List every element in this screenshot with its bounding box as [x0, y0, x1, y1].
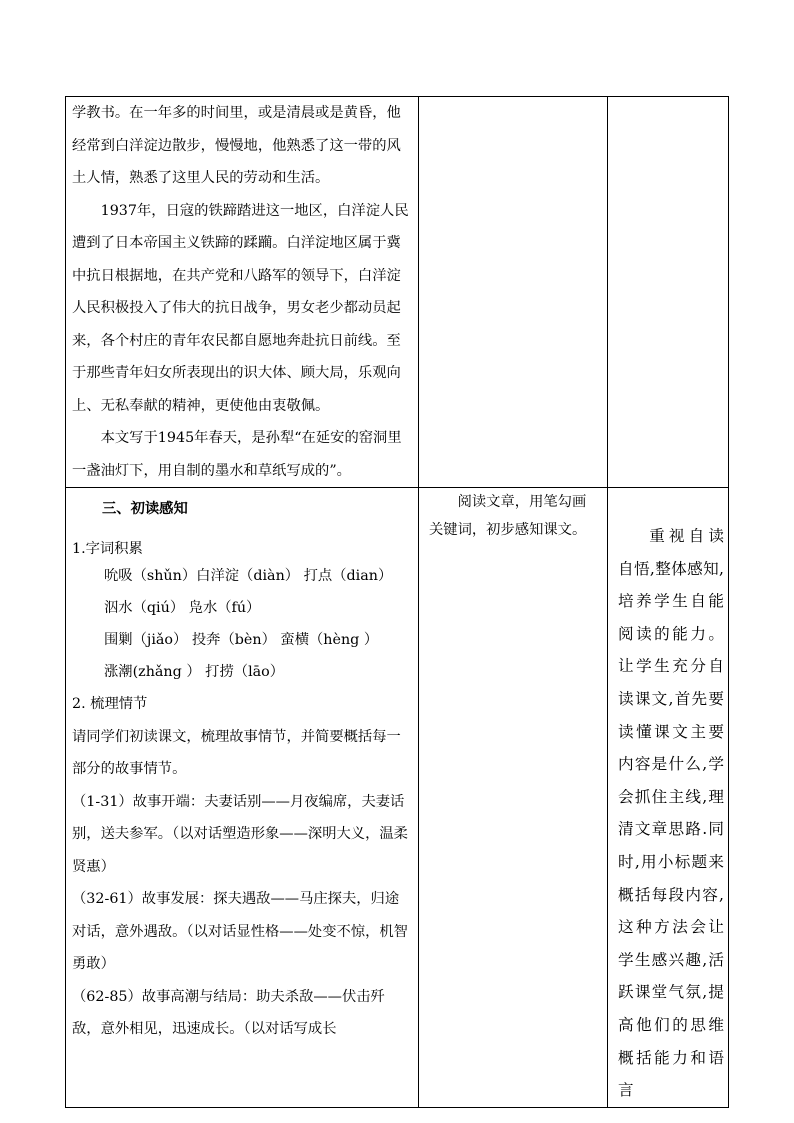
background-paragraph-1: 学教书。在一年多的时间里，或是清晨或是黄昏，他经常到白洋淀边散步，慢慢地，他熟悉了这一带的风土人情，熟悉了这里人民的劳动和生活。 [72, 105, 401, 186]
plot-item: （62-85）故事高潮与结局：助夫杀敌——伏击歼敌，意外相见，迅速成长。（以对话写成长 [72, 988, 385, 1038]
background-cell [66, 97, 419, 488]
student-activity-text: 阅读文章，用笔勾画关键词，初步感知课文。 [429, 494, 587, 538]
design-intent-cell [608, 488, 729, 1108]
background-paragraph-2: 1937年，日寇的铁蹄踏进这一地区，白洋淀人民遭到了日本帝国主义铁蹄的蹂躏。白洋淀地区属于冀中抗日根据地，在共产党和八路军的领导下，白洋淀人民积极投入了伟大的抗日战争，男女老少都动员起来，各个村庄的青年农民都自愿地奔赴抗日前线。至于那些青年妇女所表现出的识大体、顾大局，乐观向上、无私奉献的精神，更使他由衷敬佩。 [72, 202, 409, 414]
vocab-line: 泅水（qiú） 凫水（fú） [104, 600, 261, 617]
vocab-line: 吮吸（shǔn）白洋淀（diàn） 打点（dian） [104, 568, 393, 585]
design-intent-cell-empty [608, 97, 729, 488]
section-heading: 三、初读感知 [102, 501, 188, 517]
background-paragraph-3: 本文写于1945年春天，是孙犁“在延安的窑洞里一盏油灯下，用自制的墨水和草纸写成的”。 [72, 430, 402, 479]
design-intent-text: 重视自读自悟,整体感知,培养学生自能阅读的能力。让学生充分自读课文,首先要读懂课文主要内容是什么,学会抓住主线,理清文章思路.同时,用小标题来概括每段内容,这种方法会让学生感兴趣,活跃课堂气氛,提高他们的思维概括能力和语言 [618, 527, 724, 1100]
lesson-plan-table [65, 96, 729, 1108]
vocab-line: 围剿（jiǎo） 投奔（bèn） 蛮横（hèng ） [104, 632, 379, 649]
vocab-subheading: 1.字词积累 [72, 541, 143, 558]
table-row [66, 97, 729, 488]
vocab-line: 涨潮(zhǎng ） 打捞（lāo） [104, 664, 285, 681]
instruction-text: 请同学们初读课文，梳理故事情节，并简要概括每一部分的故事情节。 [72, 728, 401, 778]
student-activity-cell-empty [419, 97, 608, 488]
table-row [66, 488, 729, 1108]
plot-item: （1-31）故事开端：夫妻话别——月夜编席，夫妻话别，送夫参军。（以对话塑造形象——深明大义，温柔贤惠） [72, 793, 408, 875]
teaching-content-cell [66, 488, 419, 1108]
plot-item: （32-61）故事发展：探夫遇敌——马庄探夫，归途对话，意外遇敌。（以对话显性格——处变不惊，机智勇敢） [72, 891, 408, 973]
plot-subheading: 2. 梳理情节 [72, 696, 148, 713]
student-activity-cell [419, 488, 608, 1108]
